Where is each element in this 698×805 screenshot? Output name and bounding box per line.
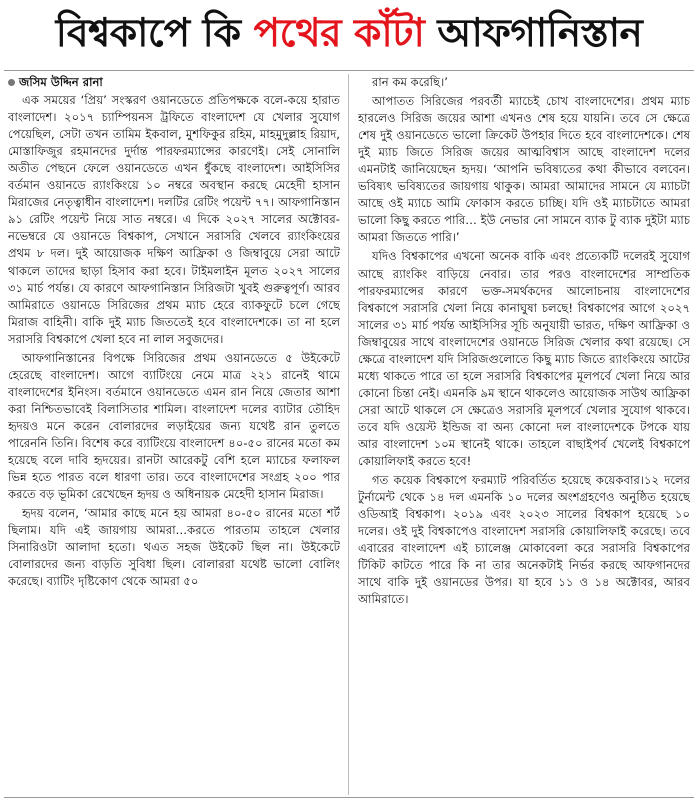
paragraph: হৃদয় বলেন, ‘আমার কাছে মনে হয় আমরা ৪০-৫০ রানের মতো শর্ট ছিলাম। যদি এই জায়গায় আমরা…করতে পারতাম তাহলে খেলার সিনারিওটা আলাদা হতো। থএত সহজ উইকেট ছিল না। উইকেটে বোলারদের জন্য বাড়তি সুবিধা ছিল। বোলাররা যথেষ্ট ভালো বোলিং করেছে। ব্যাটিং দৃষ্টিকোণ থেকে আমরা ৫০ [8, 506, 340, 589]
headline [0, 2, 698, 66]
article-column-left [8, 74, 340, 796]
byline [8, 74, 340, 91]
paragraph: গত কয়েক বিশ্বকাপে ফরম্যাট পরিবর্তিত হয়েছে কয়েকবার।১২ দলের টুর্নামেন্ট থেকে ১৪ দল এমনকি ১০ দলের অংশগ্রহণেও অনুষ্ঠিত হয়েছে ওডিআই বিশ্বকাপ। ২০১৯ এবং ২০২৩ সালের বিশ্বকাপ হয়েছে ১০ দলের। ওই দুই বিশ্বকাপেও বাংলাদেশ সরাসরি কোয়ালিফাই করেছে। তবে এবারের বাংলাদেশ এই চ্যালেঞ্জ মোকাবেলা করে সরাসরি বিশ্বকাপের টিকিট কাটতে পারে কি না তার অনেকটাই নির্ভর করছে আফগানদের সাথে বাকি দুই ওয়ানডের উপর। যা হবে ১১ ও ১৪ অক্টোবর, আরব আমিরাতে। [358, 473, 690, 607]
bottom-rule [4, 797, 694, 798]
paragraph: আফগানিস্তানের বিপক্ষে সিরিজের প্রথম ওয়ানডেতে ৫ উইকেটে হেরেছে বাংলাদেশ। আগে ব্যাটিংয়ে নেমে মাত্র ২২১ রানেই থামে বাংলাদেশের ইনিংস। বর্তমানে ওয়ানডেতে এমন রান নিয়ে জেতার আশা করা নিশ্চিতভাবেই বিলাসিতার শামিল। বাংলাদেশ দলের ব্যাটার তৌহিদ হৃদয়ও মনে করেন বোলারদের লড়াইয়ের জন্য যথেষ্ট রান তুলতে পারেননি তিনি। বিশেষ করে ব্যাটিংয়ে বাংলাদেশ ৪০-৫০ রানের মতো কম হয়েছে বলে দাবি হৃদয়ের। রানটা আরেকটু বেশি হলে ম্যাচের ফলাফল ভিন্ন হতে পারত বলে ধারণা তার। তবে বাংলাদেশের সংগ্রহ ২০০ পার করতে বড় ভূমিকা রেখেছেন হৃদয় ও অধিনায়ক মেহেদী হাসান মিরাজ। [8, 350, 340, 502]
paragraph: যদিও বিশ্বকাপের এখনো অনেক বাকি এবং প্রত্যেকটি দলেরই সুযোগ আছে র‍্যাংকিং বাড়িয়ে নেবার। তার পরও বাংলাদেশের সাম্প্রতিক পারফরম্যান্সের কারণে ভক্ত-সমর্থকদের আলোচনায় বাংলাদেশের বিশ্বকাপে সরাসরি খেলা নিয়ে কানাঘুষা চলছে! বিশ্বকাপের আগে ২০২৭ সালের ৩১ মার্চ পর্যন্ত আইসিসির সূচি অনুযায়ী ভারত, দক্ষিণ আফ্রিকা ও জিম্বাবুয়ের সাথে বাংলাদেশের ওয়ানডে সিরিজ খেলার কথা রয়েছে। সে ক্ষেত্রে বাংলাদেশ যদি সিরিজগুলোতে কিছু ম্যাচ জিতে র‍্যাংকিংয়ে আটের মধ্যে থাকতে পারে তা হলে সরাসরি বিশ্বকাপের মূলপর্বে খেলা নিয়ে আর কোনো চিন্তা নেই। এমনকি ৯ম স্থানে থাকলেও আয়োজক সাউথ আফ্রিকা সেরা আটে থাকলে সে ক্ষেত্রেও সরাসরি মূলপর্বে খেলার সুযোগ থাকবে। তবে যদি ওয়েস্ট ইন্ডিজ বা অন্য কোনো দল বাংলাদেশকে টপকে যায় আর বাংলাদেশ ১০ম স্থানেই থাকে। তাহলে বাছাইপর্ব খেলেই বিশ্বকাপে কোয়ালিফাই করতে হবে! [358, 249, 690, 469]
paragraph: আপাতত সিরিজের পরবর্তী ম্যাচেই চোখ বাংলাদেশের। প্রথম ম্যাচ হারলেও সিরিজ জয়ের আশা এখনও শেষ হয়ে যায়নি। তবে সে ক্ষেত্রে শেষ দুই ওয়ানডেতে ভালো ক্রিকেট উপহার দিতে হবে বাংলাদেশকে। শেষ দুই ম্যাচ জিতে সিরিজ জয়ের আত্মবিশ্বাস আছে বাংলাদেশ দলের এমনটাই জানিয়েছেন হৃদয়। ‘আপনি ভবিষ্যতের কথা কীভাবে বলবেন। ভবিষ্যৎ ভবিষ্যতের জায়গায় থাকুক। আমরা আমাদের সামনে যে ম্যাচটা আছে ওই ম্যাচে আমি ফোকাস করতে চাচ্ছি। যদি ওই ম্যাচটাতে আমরা ভালো কিছু করতে পারি… ইউ নেভার নো সামনে ব্যাক টু ব্যাক দুইটা ম্যাচ আমরা জিততে পারি।’ [358, 94, 690, 245]
headline-part-3: আফগানিস্তান [424, 11, 643, 56]
headline-highlight: পথের কাঁটা [253, 11, 425, 56]
paragraph: এক সময়ের ‘প্রিয়’ সংস্করণ ওয়ানডেতে প্রতিপক্ষকে বলে-কয়ে হারাত বাংলাদেশ। ২০১৭ চ্যাম্পিয়নস ট্রফিতে বাংলাদেশ যে খেলার সুযোগ পেয়েছিল, সেটা তখন তামিম ইকবাল, মুশফিকুর রহিম, মাহমুদুল্লাহ রিয়াদ, মোস্তাফিজুর রহমানদের দুর্দান্ত পারফরম্যান্সের কারণেই। সেই সোনালি অতীত পেছনে ফেলে ওয়ানডেতে এখন ধুঁকছে বাংলাদেশ। আইসিসির বর্তমান ওয়ানডে র‍্যাংকিংয়ে ১০ নম্বরে অবস্থান করছে মেহেদী হাসান মিরাজের নেতৃত্বাধীন বাংলাদেশ। দলটির রেটিং পয়েন্ট ৭৭। আফগানিস্তান ৯১ রেটিং পয়েন্ট নিয়ে সাত নম্বরে। এ দিকে ২০২৭ সালের অক্টোবর-নভেম্বরে যে ওয়ানডে বিশ্বকাপ, সেখানে সরাসরি খেলবে র‍্যাংকিংয়ের প্রথম ৮ দল। দুই আয়োজক দক্ষিণ আফ্রিকা ও জিম্বাবুয়ে সেরা আটে থাকলে তাদের ছাড়া হিসাব করা হবে। টাইমলাইন মূলত ২০২৭ সালের ৩১ মার্চ পর্যন্ত। যে কারণে আফগানিস্তান সিরিজটা খুবই গুরুত্বপূর্ণ। আরব আমিরাতে ওয়ানডে সিরিজের প্রথম ম্যাচ হেরে ব্যাকফুটে চলে গেছে মিরাজ বাহিনী। বাকি দুই ম্যাচ জিততেই হবে বাংলাদেশকে। তা না হলে সরাসরি বিশ্বকাপে খেলা হবে না লাল সবুজদের। [8, 93, 340, 346]
headline-part-1: বিশ্বকাপে কি [55, 11, 254, 56]
top-rule [4, 70, 694, 71]
article-column-right [358, 74, 690, 796]
column-divider [348, 74, 349, 795]
bullet-icon [8, 79, 15, 86]
author-name: জসিম উদ্দিন রানা [19, 75, 103, 89]
paragraph: রান কম করেছি।’ [372, 75, 448, 89]
